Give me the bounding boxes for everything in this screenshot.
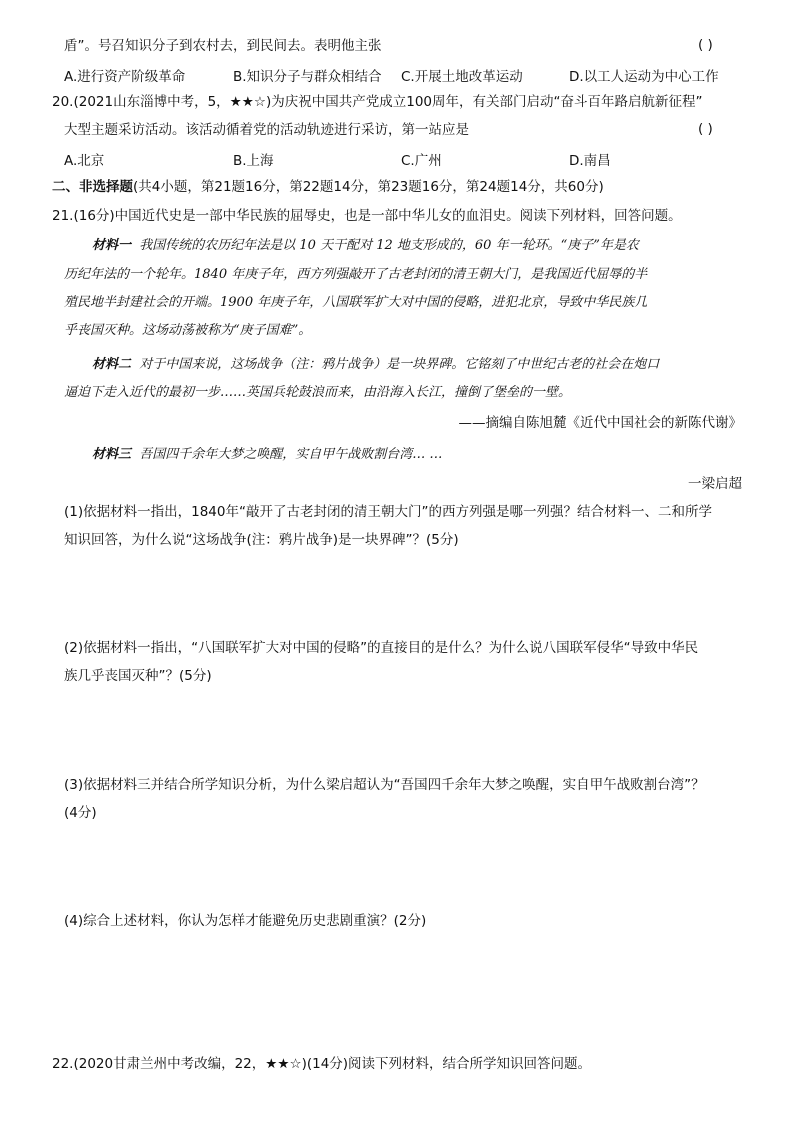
q19-option-d: D.以工人运动为中心工作 (569, 69, 719, 85)
q21-sub1-line2: 知识回答，为什么说“这场战争(注：鸦片战争)是一块界碑”？(5分) (64, 532, 459, 548)
q19-option-a: A.进行资产阶级革命 (64, 69, 186, 85)
q21-material3-source: 一梁启超 (688, 476, 742, 492)
section2-note: (共4小题，第21题16分，第22题14分，第23题16分，第24题14分，共60分) (133, 179, 604, 195)
section2-title: 二、非选择题 (52, 179, 133, 195)
q20-stem-line2: 大型主题采访活动。该活动循着党的活动轨迹进行采访，第一站应是 (64, 122, 469, 138)
q20-answer-paren: ( ) (698, 121, 713, 137)
q21-sub2-line2: 族几乎丧国灭种”？(5分) (64, 668, 212, 684)
q22-stem: 22.(2020甘肃兰州中考改编，22，★★☆)(14分)阅读下列材料，结合所学知识回答问题。 (52, 1056, 592, 1072)
q20-option-b: B.上海 (233, 153, 274, 169)
q21-material1-line4: 乎丧国灭种。这场动荡被称为“庚子国难”。 (64, 323, 312, 338)
q21-sub2-line1: (2)依据材料一指出，“八国联军扩大对中国的侵略”的直接目的是什么？为什么说八国联军侵华“导致中华民 (64, 640, 699, 656)
q21-material3-label: 材料三 (92, 447, 132, 462)
section2-header (52, 178, 604, 196)
q21-sub3-line2: (4分) (64, 805, 97, 821)
q21-sub4: (4)综合上述材料，你认为怎样才能避免历史悲剧重演？(2分) (64, 913, 427, 929)
q21-material1-line2: 历纪年法的一个轮年。1840 年庚子年，西方列强敲开了古老封闭的清王朝大门，是我国近代屈辱的半 (64, 267, 648, 282)
q21-material2-source: ——摘编自陈旭麓《近代中国社会的新陈代谢》 (458, 415, 742, 431)
q21-sub3-line1: (3)依据材料三并结合所学知识分析，为什么梁启超认为“吾国四千余年大梦之唤醒，实自甲午战败割台湾”？ (64, 777, 705, 793)
q21-sub1-line1: (1)依据材料一指出，1840年“敲开了古老封闭的清王朝大门”的西方列强是哪一列强？结合材料一、二和所学 (64, 504, 712, 520)
q19-option-c: C.开展土地改革运动 (401, 69, 523, 85)
q21-material2-line1: 材料二 对于中国来说，这场战争（注：鸦片战争）是一块界碑。它铭刻了中世纪古老的社会在炮口 (92, 357, 660, 372)
q21-material3-line: 材料三 吾国四千余年大梦之唤醒，实自甲午战败割台湾… … (92, 447, 443, 462)
q21-stem: 21.(16分)中国近代史是一部中华民族的屈辱史，也是一部中华儿女的血泪史。阅读下列材料，回答问题。 (52, 208, 682, 224)
q21-material1-line3: 殖民地半封建社会的开端。1900 年庚子年，八国联军扩大对中国的侵略，进犯北京，导致中华民族几 (64, 295, 648, 310)
q21-material1-line1: 材料一 我国传统的农历纪年法是以 10 天干配对 12 地支形成的，60 年一轮环。“庚子”年是农 (92, 238, 639, 253)
q20-option-a: A.北京 (64, 153, 105, 169)
q19-answer-paren: ( ) (698, 37, 713, 53)
q21-material2-line2: 逼迫下走入近代的最初一步……英国兵轮鼓浪而来，由沿海入长江，撞倒了堡垒的一壁。 (64, 385, 572, 400)
q20-option-c: C.广州 (401, 153, 442, 169)
q19-stem-end: 盾”。号召知识分子到农村去，到民间去。表明他主张 (64, 38, 382, 54)
q20-stem-line1: 20.(2021山东淄博中考，5，★★☆)为庆祝中国共产党成立100周年，有关部门启动“奋斗百年路启航新征程” (52, 94, 703, 110)
q21-material1-label: 材料一 (92, 238, 132, 253)
q21-material2-label: 材料二 (92, 357, 132, 372)
q19-option-b: B.知识分子与群众相结合 (233, 69, 382, 85)
q20-option-d: D.南昌 (569, 153, 611, 169)
